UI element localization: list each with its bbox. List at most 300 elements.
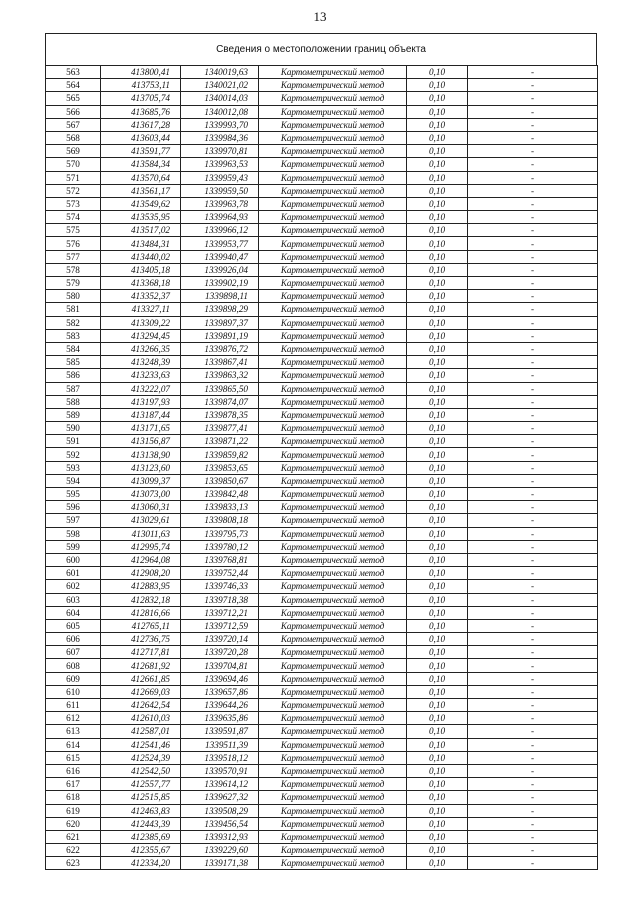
point-number-cell: 578: [46, 263, 101, 276]
table-row: [46, 817, 598, 830]
method-cell: Картометрический метод: [259, 501, 407, 514]
description-cell: -: [468, 171, 598, 184]
x-coordinate-cell: 412542,50: [101, 764, 181, 777]
x-coordinate-cell: 412541,46: [101, 738, 181, 751]
point-number-cell: 574: [46, 211, 101, 224]
point-number-cell: 563: [46, 66, 101, 79]
description-cell: -: [468, 725, 598, 738]
table-row: [46, 527, 598, 540]
description-cell: -: [468, 131, 598, 144]
x-coordinate-cell: 412681,92: [101, 659, 181, 672]
table-row: [46, 66, 598, 79]
y-coordinate-cell: 1339511,39: [181, 738, 259, 751]
description-cell: -: [468, 593, 598, 606]
method-cell: Картометрический метод: [259, 92, 407, 105]
point-number-cell: 612: [46, 712, 101, 725]
table-row: [46, 395, 598, 408]
point-number-cell: 604: [46, 606, 101, 619]
point-number-cell: 595: [46, 488, 101, 501]
description-cell: -: [468, 382, 598, 395]
point-number-cell: 600: [46, 553, 101, 566]
y-coordinate-cell: 1339865,50: [181, 382, 259, 395]
description-cell: -: [468, 211, 598, 224]
error-cell: 0,10: [407, 105, 468, 118]
description-cell: -: [468, 857, 598, 870]
error-cell: 0,10: [407, 540, 468, 553]
method-cell: Картометрический метод: [259, 290, 407, 303]
description-cell: -: [468, 395, 598, 408]
point-number-cell: 617: [46, 778, 101, 791]
table-row: [46, 606, 598, 619]
y-coordinate-cell: 1339878,35: [181, 408, 259, 421]
error-cell: 0,10: [407, 474, 468, 487]
error-cell: 0,10: [407, 501, 468, 514]
x-coordinate-cell: 413591,77: [101, 145, 181, 158]
point-number-cell: 592: [46, 448, 101, 461]
x-coordinate-cell: 413352,37: [101, 290, 181, 303]
y-coordinate-cell: 1339456,54: [181, 817, 259, 830]
y-coordinate-cell: 1339635,86: [181, 712, 259, 725]
method-cell: Картометрический метод: [259, 250, 407, 263]
error-cell: 0,10: [407, 382, 468, 395]
x-coordinate-cell: 413570,64: [101, 171, 181, 184]
point-number-cell: 610: [46, 685, 101, 698]
method-cell: Картометрический метод: [259, 184, 407, 197]
method-cell: Картометрический метод: [259, 105, 407, 118]
x-coordinate-cell: 412515,85: [101, 791, 181, 804]
table-row: [46, 79, 598, 92]
table-row: [46, 778, 598, 791]
method-cell: Картометрический метод: [259, 211, 407, 224]
description-cell: -: [468, 685, 598, 698]
y-coordinate-cell: 1339970,81: [181, 145, 259, 158]
y-coordinate-cell: 1339591,87: [181, 725, 259, 738]
error-cell: 0,10: [407, 250, 468, 263]
y-coordinate-cell: 1339867,41: [181, 356, 259, 369]
point-number-cell: 586: [46, 369, 101, 382]
error-cell: 0,10: [407, 553, 468, 566]
table-row: [46, 830, 598, 843]
description-cell: -: [468, 844, 598, 857]
description-cell: -: [468, 448, 598, 461]
x-coordinate-cell: 413327,11: [101, 303, 181, 316]
description-cell: -: [468, 553, 598, 566]
method-cell: Картометрический метод: [259, 488, 407, 501]
x-coordinate-cell: 413138,90: [101, 448, 181, 461]
table-row: [46, 342, 598, 355]
table-row: [46, 224, 598, 237]
table-row: [46, 92, 598, 105]
description-cell: -: [468, 540, 598, 553]
error-cell: 0,10: [407, 290, 468, 303]
point-number-cell: 598: [46, 527, 101, 540]
error-cell: 0,10: [407, 316, 468, 329]
point-number-cell: 601: [46, 567, 101, 580]
x-coordinate-cell: 413584,34: [101, 158, 181, 171]
x-coordinate-cell: 413171,65: [101, 422, 181, 435]
x-coordinate-cell: 412355,67: [101, 844, 181, 857]
y-coordinate-cell: 1339712,59: [181, 619, 259, 632]
error-cell: 0,10: [407, 580, 468, 593]
point-number-cell: 599: [46, 540, 101, 553]
method-cell: Картометрический метод: [259, 751, 407, 764]
y-coordinate-cell: 1339902,19: [181, 277, 259, 290]
table-row: [46, 290, 598, 303]
error-cell: 0,10: [407, 211, 468, 224]
method-cell: Картометрический метод: [259, 738, 407, 751]
method-cell: Картометрический метод: [259, 171, 407, 184]
method-cell: Картометрический метод: [259, 712, 407, 725]
y-coordinate-cell: 1339712,21: [181, 606, 259, 619]
description-cell: -: [468, 817, 598, 830]
error-cell: 0,10: [407, 672, 468, 685]
table-row: [46, 712, 598, 725]
error-cell: 0,10: [407, 118, 468, 131]
table-row: [46, 382, 598, 395]
description-cell: -: [468, 290, 598, 303]
x-coordinate-cell: 413011,63: [101, 527, 181, 540]
method-cell: Картометрический метод: [259, 778, 407, 791]
error-cell: 0,10: [407, 751, 468, 764]
point-number-cell: 565: [46, 92, 101, 105]
error-cell: 0,10: [407, 461, 468, 474]
point-number-cell: 572: [46, 184, 101, 197]
table-row: [46, 751, 598, 764]
method-cell: Картометрический метод: [259, 79, 407, 92]
description-cell: -: [468, 263, 598, 276]
point-number-cell: 568: [46, 131, 101, 144]
y-coordinate-cell: 1339694,46: [181, 672, 259, 685]
method-cell: Картометрический метод: [259, 540, 407, 553]
table-row: [46, 567, 598, 580]
table-row: [46, 619, 598, 632]
table-row: [46, 369, 598, 382]
table-row: [46, 804, 598, 817]
method-cell: Картометрический метод: [259, 514, 407, 527]
description-cell: -: [468, 224, 598, 237]
description-cell: -: [468, 92, 598, 105]
point-number-cell: 579: [46, 277, 101, 290]
x-coordinate-cell: 413800,41: [101, 66, 181, 79]
method-cell: Картометрический метод: [259, 369, 407, 382]
table-row: [46, 659, 598, 672]
y-coordinate-cell: 1340021,02: [181, 79, 259, 92]
point-number-cell: 576: [46, 237, 101, 250]
point-number-cell: 616: [46, 764, 101, 777]
y-coordinate-cell: 1339833,13: [181, 501, 259, 514]
x-coordinate-cell: 412524,39: [101, 751, 181, 764]
method-cell: Картометрический метод: [259, 685, 407, 698]
method-cell: Картометрический метод: [259, 659, 407, 672]
table-row: [46, 356, 598, 369]
y-coordinate-cell: 1339876,72: [181, 342, 259, 355]
description-cell: -: [468, 105, 598, 118]
table-row: [46, 105, 598, 118]
table-row: [46, 738, 598, 751]
error-cell: 0,10: [407, 158, 468, 171]
table-row: [46, 633, 598, 646]
point-number-cell: 609: [46, 672, 101, 685]
method-cell: Картометрический метод: [259, 395, 407, 408]
y-coordinate-cell: 1339627,32: [181, 791, 259, 804]
method-cell: Картометрический метод: [259, 422, 407, 435]
table-row: [46, 237, 598, 250]
y-coordinate-cell: 1339746,33: [181, 580, 259, 593]
x-coordinate-cell: 412443,39: [101, 817, 181, 830]
x-coordinate-cell: 413705,74: [101, 92, 181, 105]
y-coordinate-cell: 1339940,47: [181, 250, 259, 263]
point-number-cell: 588: [46, 395, 101, 408]
description-cell: -: [468, 435, 598, 448]
point-number-cell: 613: [46, 725, 101, 738]
x-coordinate-cell: 412669,03: [101, 685, 181, 698]
table-row: [46, 844, 598, 857]
point-number-cell: 564: [46, 79, 101, 92]
y-coordinate-cell: 1339614,12: [181, 778, 259, 791]
x-coordinate-cell: 413561,17: [101, 184, 181, 197]
y-coordinate-cell: 1340012,08: [181, 105, 259, 118]
y-coordinate-cell: 1339850,67: [181, 474, 259, 487]
description-cell: -: [468, 474, 598, 487]
point-number-cell: 581: [46, 303, 101, 316]
x-coordinate-cell: 413535,95: [101, 211, 181, 224]
point-number-cell: 587: [46, 382, 101, 395]
error-cell: 0,10: [407, 263, 468, 276]
x-coordinate-cell: 412816,66: [101, 606, 181, 619]
point-number-cell: 615: [46, 751, 101, 764]
x-coordinate-cell: 413029,61: [101, 514, 181, 527]
point-number-cell: 622: [46, 844, 101, 857]
table-row: [46, 672, 598, 685]
x-coordinate-cell: 412717,81: [101, 646, 181, 659]
y-coordinate-cell: 1340014,03: [181, 92, 259, 105]
y-coordinate-cell: 1339720,28: [181, 646, 259, 659]
error-cell: 0,10: [407, 804, 468, 817]
y-coordinate-cell: 1339808,18: [181, 514, 259, 527]
y-coordinate-cell: 1339312,93: [181, 830, 259, 843]
error-cell: 0,10: [407, 593, 468, 606]
point-number-cell: 589: [46, 408, 101, 421]
y-coordinate-cell: 1339959,43: [181, 171, 259, 184]
x-coordinate-cell: 413517,02: [101, 224, 181, 237]
y-coordinate-cell: 1339964,93: [181, 211, 259, 224]
y-coordinate-cell: 1339842,48: [181, 488, 259, 501]
description-cell: -: [468, 567, 598, 580]
point-number-cell: 591: [46, 435, 101, 448]
error-cell: 0,10: [407, 356, 468, 369]
error-cell: 0,10: [407, 303, 468, 316]
table-row: [46, 158, 598, 171]
y-coordinate-cell: 1339171,38: [181, 857, 259, 870]
point-number-cell: 575: [46, 224, 101, 237]
method-cell: Картометрический метод: [259, 844, 407, 857]
point-number-cell: 611: [46, 699, 101, 712]
error-cell: 0,10: [407, 567, 468, 580]
description-cell: -: [468, 329, 598, 342]
error-cell: 0,10: [407, 184, 468, 197]
description-cell: -: [468, 118, 598, 131]
table-row: [46, 488, 598, 501]
error-cell: 0,10: [407, 685, 468, 698]
error-cell: 0,10: [407, 778, 468, 791]
description-cell: -: [468, 356, 598, 369]
x-coordinate-cell: 412883,95: [101, 580, 181, 593]
description-cell: -: [468, 830, 598, 843]
description-cell: -: [468, 250, 598, 263]
table-row: [46, 501, 598, 514]
method-cell: Картометрический метод: [259, 606, 407, 619]
x-coordinate-cell: 413368,18: [101, 277, 181, 290]
x-coordinate-cell: 412964,08: [101, 553, 181, 566]
error-cell: 0,10: [407, 606, 468, 619]
coordinates-table: [45, 65, 598, 870]
y-coordinate-cell: 1339718,38: [181, 593, 259, 606]
method-cell: Картометрический метод: [259, 830, 407, 843]
y-coordinate-cell: 1339963,78: [181, 197, 259, 210]
x-coordinate-cell: 412385,69: [101, 830, 181, 843]
method-cell: Картометрический метод: [259, 553, 407, 566]
method-cell: Картометрический метод: [259, 448, 407, 461]
y-coordinate-cell: 1339570,91: [181, 764, 259, 777]
method-cell: Картометрический метод: [259, 158, 407, 171]
y-coordinate-cell: 1339926,04: [181, 263, 259, 276]
description-cell: -: [468, 316, 598, 329]
table-row: [46, 474, 598, 487]
y-coordinate-cell: 1339518,12: [181, 751, 259, 764]
page-number: 13: [313, 9, 327, 24]
point-number-cell: 583: [46, 329, 101, 342]
table-row: [46, 171, 598, 184]
x-coordinate-cell: 413484,31: [101, 237, 181, 250]
x-coordinate-cell: 413753,11: [101, 79, 181, 92]
description-cell: -: [468, 461, 598, 474]
y-coordinate-cell: 1339898,29: [181, 303, 259, 316]
x-coordinate-cell: 412642,54: [101, 699, 181, 712]
method-cell: Картометрический метод: [259, 408, 407, 421]
description-cell: -: [468, 197, 598, 210]
error-cell: 0,10: [407, 830, 468, 843]
point-number-cell: 585: [46, 356, 101, 369]
table-row: [46, 764, 598, 777]
y-coordinate-cell: 1339704,81: [181, 659, 259, 672]
error-cell: 0,10: [407, 527, 468, 540]
description-cell: -: [468, 408, 598, 421]
description-cell: -: [468, 66, 598, 79]
point-number-cell: 623: [46, 857, 101, 870]
description-cell: -: [468, 712, 598, 725]
error-cell: 0,10: [407, 224, 468, 237]
point-number-cell: 582: [46, 316, 101, 329]
method-cell: Картометрический метод: [259, 342, 407, 355]
y-coordinate-cell: 1339993,70: [181, 118, 259, 131]
method-cell: Картометрический метод: [259, 435, 407, 448]
error-cell: 0,10: [407, 395, 468, 408]
table-row: [46, 422, 598, 435]
x-coordinate-cell: 412908,20: [101, 567, 181, 580]
point-number-cell: 620: [46, 817, 101, 830]
method-cell: Картометрический метод: [259, 699, 407, 712]
y-coordinate-cell: 1339768,81: [181, 553, 259, 566]
description-cell: -: [468, 237, 598, 250]
point-number-cell: 614: [46, 738, 101, 751]
description-cell: -: [468, 158, 598, 171]
point-number-cell: 590: [46, 422, 101, 435]
point-number-cell: 596: [46, 501, 101, 514]
table-row: [46, 791, 598, 804]
x-coordinate-cell: 413222,07: [101, 382, 181, 395]
x-coordinate-cell: 413309,22: [101, 316, 181, 329]
description-cell: -: [468, 619, 598, 632]
description-cell: -: [468, 527, 598, 540]
error-cell: 0,10: [407, 369, 468, 382]
description-cell: -: [468, 184, 598, 197]
method-cell: Картометрический метод: [259, 316, 407, 329]
method-cell: Картометрический метод: [259, 725, 407, 738]
table-row: [46, 448, 598, 461]
point-number-cell: 567: [46, 118, 101, 131]
y-coordinate-cell: 1339863,32: [181, 369, 259, 382]
description-cell: -: [468, 277, 598, 290]
error-cell: 0,10: [407, 197, 468, 210]
point-number-cell: 605: [46, 619, 101, 632]
error-cell: 0,10: [407, 277, 468, 290]
y-coordinate-cell: 1339891,19: [181, 329, 259, 342]
method-cell: Картометрический метод: [259, 382, 407, 395]
x-coordinate-cell: 413549,62: [101, 197, 181, 210]
table-row: [46, 580, 598, 593]
y-coordinate-cell: 1339644,26: [181, 699, 259, 712]
x-coordinate-cell: 412334,20: [101, 857, 181, 870]
x-coordinate-cell: 412463,83: [101, 804, 181, 817]
boundary-table: [45, 33, 597, 870]
method-cell: Картометрический метод: [259, 277, 407, 290]
method-cell: Картометрический метод: [259, 329, 407, 342]
error-cell: 0,10: [407, 633, 468, 646]
method-cell: Картометрический метод: [259, 646, 407, 659]
y-coordinate-cell: 1339780,12: [181, 540, 259, 553]
table-row: [46, 197, 598, 210]
error-cell: 0,10: [407, 712, 468, 725]
error-cell: 0,10: [407, 725, 468, 738]
table-row: [46, 329, 598, 342]
method-cell: Картометрический метод: [259, 527, 407, 540]
x-coordinate-cell: 413248,39: [101, 356, 181, 369]
y-coordinate-cell: 1339898,11: [181, 290, 259, 303]
point-number-cell: 618: [46, 791, 101, 804]
error-cell: 0,10: [407, 408, 468, 421]
method-cell: Картометрический метод: [259, 145, 407, 158]
table-row: [46, 646, 598, 659]
description-cell: -: [468, 303, 598, 316]
table-row: [46, 263, 598, 276]
point-number-cell: 621: [46, 830, 101, 843]
error-cell: 0,10: [407, 422, 468, 435]
table-row: [46, 699, 598, 712]
y-coordinate-cell: 1339953,77: [181, 237, 259, 250]
method-cell: Картометрический метод: [259, 567, 407, 580]
y-coordinate-cell: 1339657,86: [181, 685, 259, 698]
error-cell: 0,10: [407, 844, 468, 857]
point-number-cell: 607: [46, 646, 101, 659]
error-cell: 0,10: [407, 619, 468, 632]
method-cell: Картометрический метод: [259, 672, 407, 685]
method-cell: Картометрический метод: [259, 131, 407, 144]
x-coordinate-cell: 412765,11: [101, 619, 181, 632]
table-row: [46, 593, 598, 606]
description-cell: -: [468, 633, 598, 646]
point-number-cell: 619: [46, 804, 101, 817]
error-cell: 0,10: [407, 131, 468, 144]
